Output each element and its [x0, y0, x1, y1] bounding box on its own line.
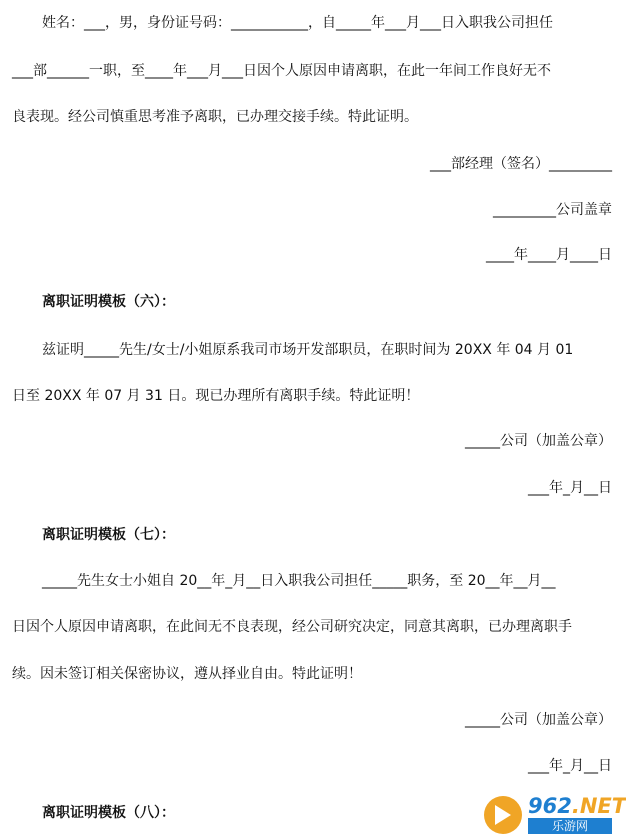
paragraph-line: 日至 20XX 年 07 月 31 日。现已办理所有离职手续。特此证明！ — [12, 388, 420, 404]
play-logo-icon — [484, 796, 522, 834]
company-seal-line: _________公司盖章 — [493, 202, 612, 218]
paragraph-line: ___部______一职，至____年___月___日因个人原因申请离职，在此一年间工作良好无不 — [12, 63, 551, 79]
paragraph-line: 良表现。经公司慎重思考准予离职，已办理交接手续。特此证明。 — [12, 109, 418, 125]
watermark-brand-suffix: .NET — [571, 794, 626, 818]
paragraph-line: 日因个人原因申请离职，在此间无不良表现，经公司研究决定，同意其离职，已办理离职手 — [12, 619, 572, 635]
watermark-brand — [528, 794, 626, 818]
paragraph-line: 兹证明_____先生/女士/小姐原系我司市场开发部职员，在职时间为 20XX 年 04 月 01 — [42, 342, 574, 358]
section-heading: 离职证明模板（七）： — [42, 527, 175, 543]
date-line: ____年____月____日 — [486, 247, 612, 263]
date-line: ___年_月__日 — [528, 758, 612, 774]
section-heading: 离职证明模板（八）： — [42, 805, 175, 821]
company-seal-line: _____公司（加盖公章） — [465, 433, 612, 449]
company-seal-line: _____公司（加盖公章） — [465, 712, 612, 728]
date-line: ___年_月__日 — [528, 480, 612, 496]
paragraph-line: _____先生女士小姐自 20__年_月__日入职我公司担任_____职务，至 20__年__月__ — [42, 573, 556, 589]
paragraph-line: 姓名：___，男，身份证号码：___________，自_____年___月___日入职我公司担任 — [42, 15, 553, 31]
watermark-subtitle: 乐游网 — [528, 818, 612, 834]
site-watermark — [484, 794, 626, 836]
section-heading: 离职证明模板（六）： — [42, 294, 175, 310]
paragraph-line: 续。因未签订相关保密协议，遵从择业自由。特此证明！ — [12, 666, 362, 682]
signature-line: ___部经理（签名）_________ — [430, 156, 612, 172]
watermark-brand-number: 962 — [528, 794, 572, 818]
